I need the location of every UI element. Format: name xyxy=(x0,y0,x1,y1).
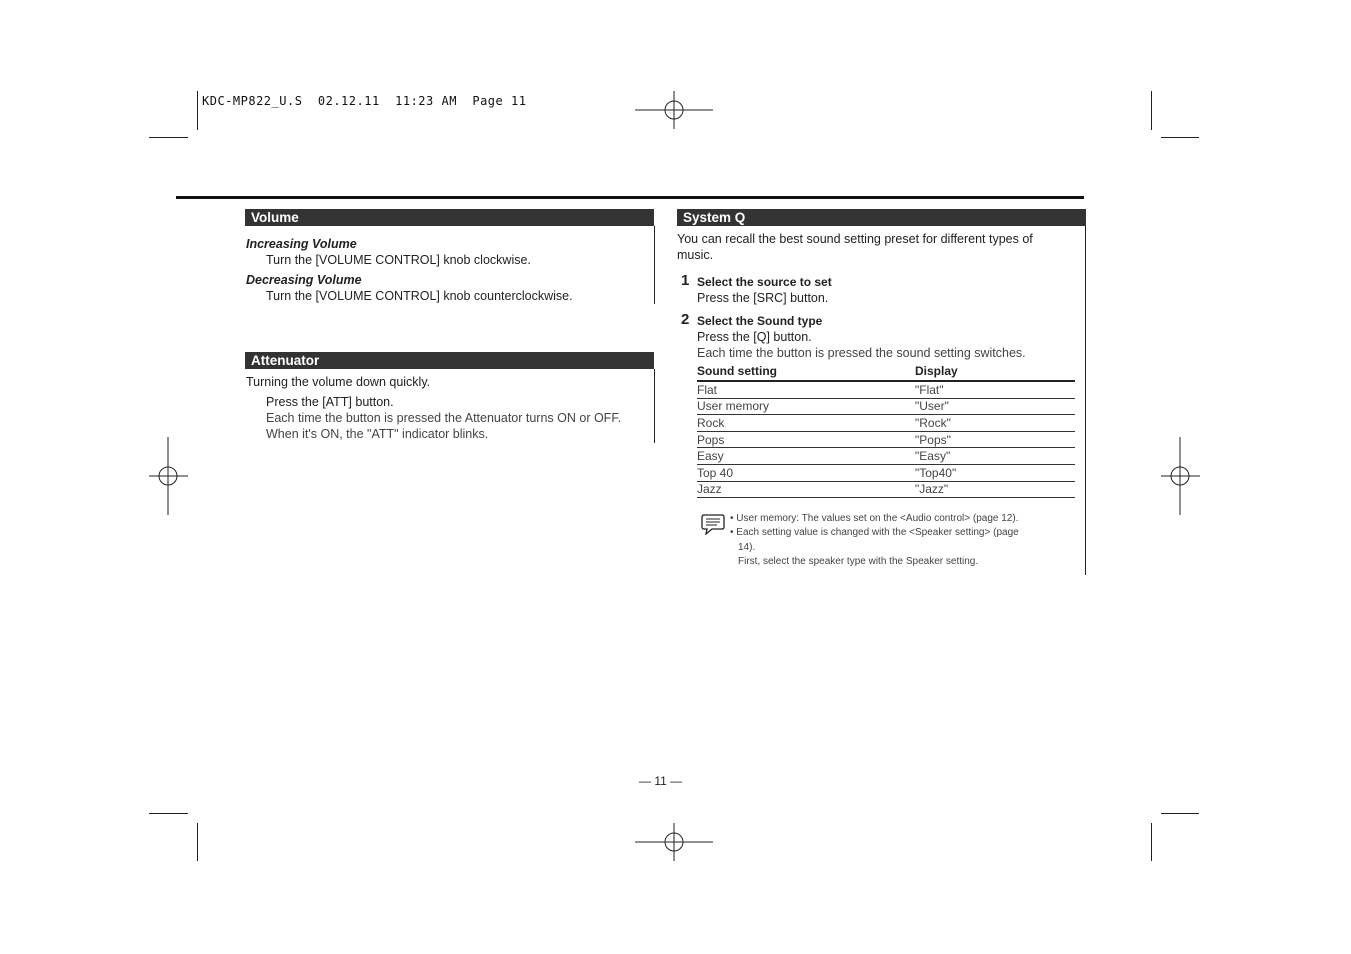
page-number: — 11 — xyxy=(639,774,683,788)
table-header-sound-setting: Sound setting xyxy=(697,363,915,381)
crop-mark-br-h xyxy=(1161,813,1199,814)
table-cell: "User" xyxy=(915,398,1075,415)
step-title: Select the source to set xyxy=(697,275,832,289)
table-cell: Flat xyxy=(697,381,915,398)
volume-section-title: Volume xyxy=(245,209,654,226)
step-number: 1 xyxy=(681,272,690,289)
table-row xyxy=(697,448,1075,465)
crop-mark-tr-v xyxy=(1151,91,1152,130)
registration-mark-bottom xyxy=(635,823,713,861)
note-user-memory: • User memory: The values set on the <Audio control> (page 12). xyxy=(730,513,1019,524)
note-speaker-setting: • Each setting value is changed with the <Speaker setting> (page xyxy=(730,527,1019,538)
registration-mark-left xyxy=(149,437,188,515)
volume-increase-title: Increasing Volume xyxy=(246,237,357,251)
step-number: 2 xyxy=(681,311,690,328)
volume-section-rule xyxy=(654,226,655,304)
table-row xyxy=(697,381,1075,398)
table-cell: Easy xyxy=(697,448,915,465)
step-text: Press the [Q] button. xyxy=(697,330,812,344)
table-cell: "Pops" xyxy=(915,431,1075,448)
crop-mark-tr-h xyxy=(1161,137,1199,138)
note-icon xyxy=(700,513,726,535)
volume-increase-text: Turn the [VOLUME CONTROL] knob clockwise. xyxy=(266,253,531,267)
registration-mark-right xyxy=(1161,437,1200,515)
step-title: Select the Sound type xyxy=(697,314,823,328)
top-rule xyxy=(176,196,1084,199)
sound-setting-table xyxy=(697,363,1075,498)
crop-mark-br-v xyxy=(1151,823,1152,861)
table-cell: Jazz xyxy=(697,481,915,498)
systemq-section-title: System Q xyxy=(677,209,1086,226)
crop-mark-bl-h xyxy=(149,813,188,814)
volume-decrease-text: Turn the [VOLUME CONTROL] knob counterclockwise. xyxy=(266,289,573,303)
step-text: Press the [SRC] button. xyxy=(697,291,829,305)
table-cell: Pops xyxy=(697,431,915,448)
attenuator-section-rule xyxy=(654,369,655,443)
table-cell: Top 40 xyxy=(697,464,915,481)
systemq-intro-1: You can recall the best sound setting preset for different types of xyxy=(677,232,1033,246)
table-cell: Rock xyxy=(697,415,915,432)
crop-mark-bl-v xyxy=(197,823,198,861)
table-row xyxy=(697,415,1075,432)
table-row xyxy=(697,464,1075,481)
attenuator-section-title: Attenuator xyxy=(245,352,654,369)
print-header: KDC-MP822_U.S 02.12.11 11:23 AM Page 11 xyxy=(202,94,527,108)
volume-decrease-title: Decreasing Volume xyxy=(246,273,362,287)
table-header-display: Display xyxy=(915,363,1075,381)
table-cell: "Jazz" xyxy=(915,481,1075,498)
attenuator-step: Press the [ATT] button. xyxy=(266,395,394,409)
crop-mark-tl-v xyxy=(197,91,198,130)
systemq-section-rule xyxy=(1085,226,1086,575)
table-header-row xyxy=(697,363,1075,381)
step-desc: Each time the button is pressed the sound setting switches. xyxy=(697,346,1026,360)
attenuator-desc-2: When it's ON, the "ATT" indicator blinks. xyxy=(266,427,489,441)
table-row xyxy=(697,481,1075,498)
crop-mark-tl-h xyxy=(149,137,188,138)
table-cell: "Top40" xyxy=(915,464,1075,481)
table-cell: "Flat" xyxy=(915,381,1075,398)
attenuator-desc-1: Each time the button is pressed the Attenuator turns ON or OFF. xyxy=(266,411,622,425)
table-row xyxy=(697,398,1075,415)
table-cell: "Easy" xyxy=(915,448,1075,465)
systemq-intro-2: music. xyxy=(677,248,714,262)
table-row xyxy=(697,431,1075,448)
note-speaker-setting-cont: 14). xyxy=(738,542,756,553)
table-cell: User memory xyxy=(697,398,915,415)
attenuator-intro: Turning the volume down quickly. xyxy=(246,375,431,389)
table-cell: "Rock" xyxy=(915,415,1075,432)
note-speaker-type: First, select the speaker type with the Speaker setting. xyxy=(738,556,979,567)
registration-mark-top xyxy=(635,91,713,129)
